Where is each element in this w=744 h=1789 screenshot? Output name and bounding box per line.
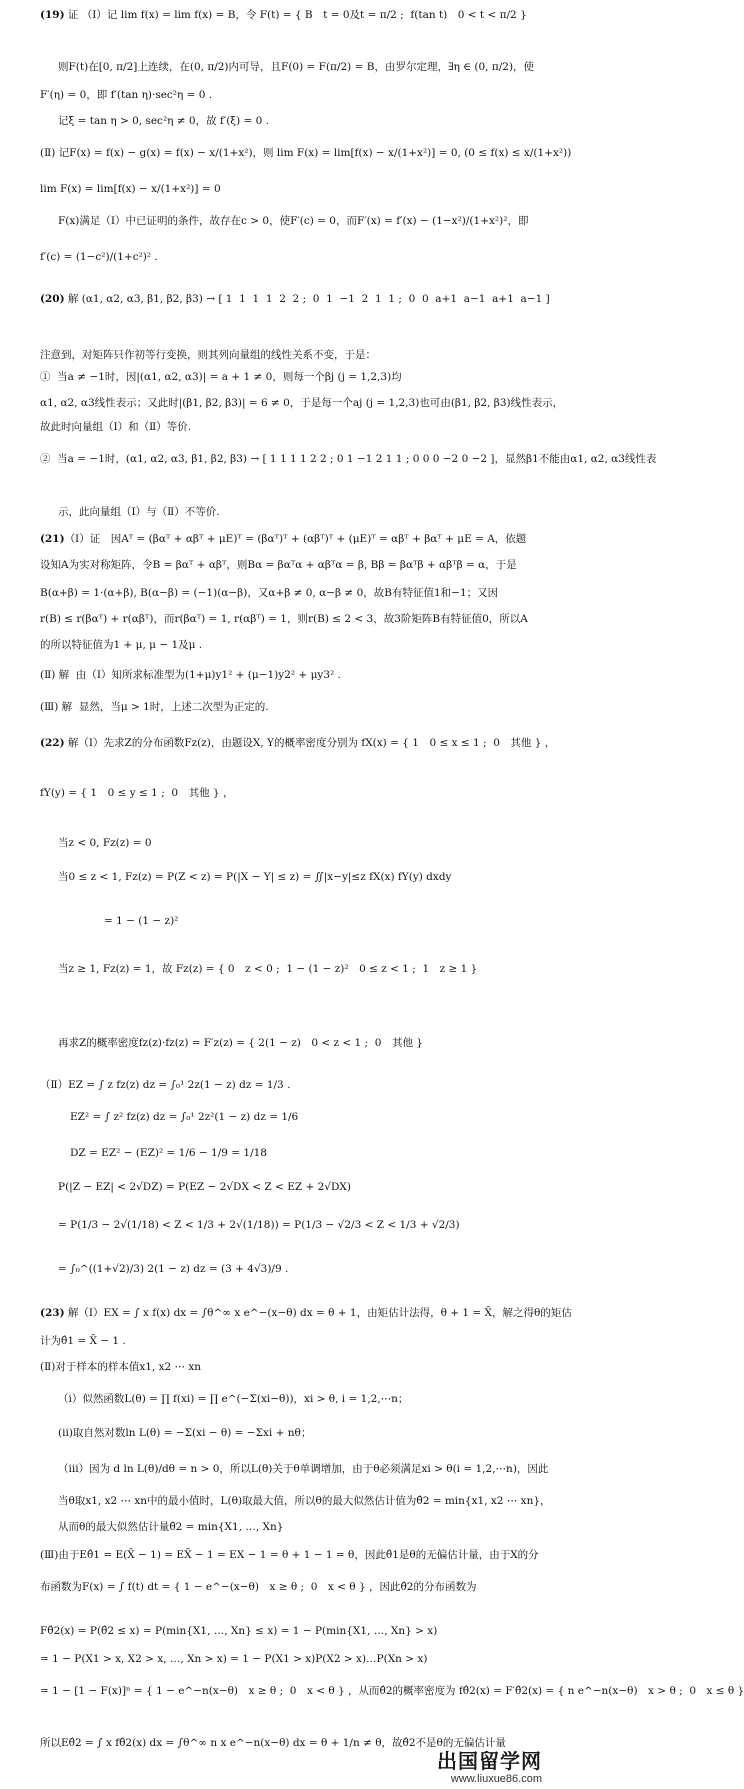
solution-text: 布函数为F(x) = ∫ f(t) dt = { 1 − e^−(x−θ) x ≥ θ ; 0 x < θ } ，因此θ̂2的分布函数为	[40, 1581, 477, 1593]
solution-line	[0, 8, 590, 22]
solution-text: （Ⅰ）证 因Aᵀ = (βαᵀ + αβᵀ + μE)ᵀ = (βαᵀ)ᵀ + (αβᵀ)ᵀ + (μE)ᵀ = αβᵀ + βαᵀ + μE = A，依题	[64, 533, 527, 545]
solution-line	[0, 870, 608, 884]
solution-line	[0, 1262, 608, 1276]
solution-text: B(α+β) = 1·(α+β), B(α−β) = (−1)(α−β)，又α+β ≠ 0, α−β ≠ 0，故B有特征值1和−1；又因	[40, 587, 499, 599]
solution-text: 证 （Ⅰ）记 lim f(x) = lim f(x) = B，令 F(t) = { B t = 0及t = π/2 ; f(tan t) 0 < t < π/2 }	[64, 9, 527, 21]
solution-text: ② 当a = −1时，(α1, α2, α3, β1, β2, β3) → [ 1 1 1 1 2 2 ; 0 1 −1 2 1 1 ; 0 0 0 −2 0 −2 ]，显然β1不能由α1, α2, α3线性表	[40, 453, 657, 465]
solution-line	[0, 786, 590, 800]
solution-line	[0, 836, 608, 850]
solution-text: (Ⅲ)由于Eθ̂1 = E(X̄ − 1) = EX̄ − 1 = EX − 1 = θ + 1 − 1 = θ，因此θ̂1是θ的无偏估计量，由于X的分	[40, 1549, 539, 1561]
solution-text: 当z ≥ 1, Fz(z) = 1，故 Fz(z) = { 0 z < 0 ; 1 − (1 − z)² 0 ≤ z < 1 ; 1 z ≥ 1 }	[58, 963, 478, 975]
solution-line	[0, 638, 590, 652]
solution-text: 设知A为实对称矩阵，令B = βαᵀ + αβᵀ，则Bα = βαᵀα + αβᵀα = β, Bβ = βαᵀβ + αβᵀβ = α，于是	[40, 559, 517, 571]
solution-line	[0, 396, 590, 410]
solution-text: r(B) ≤ r(βαᵀ) + r(αβᵀ)，而r(βαᵀ) = 1, r(αβᵀ) = 1，则r(B) ≤ 2 < 3，故3阶矩阵B有特征值0，所以A	[40, 613, 528, 625]
solution-line	[0, 1036, 608, 1050]
solution-line	[0, 452, 657, 466]
solution-text: 当θ取x1, x2 ⋯ xn中的最小值时，L(θ)取最大值，所以θ的最大似然估计值为θ̂2 = min{x1, x2 ⋯ xn}，	[58, 1495, 551, 1507]
problem-number: (21)	[40, 533, 65, 545]
solution-line	[0, 1392, 608, 1406]
solution-line	[0, 1548, 590, 1562]
solution-text: 解 (α1, α2, α3, β1, β2, β3) → [ 1 1 1 1 2 2 ; 0 1 −1 2 1 1 ; 0 0 a+1 a−1 a+1 a−1 ]	[64, 293, 550, 305]
solution-text: 从而θ的最大似然估计量θ̂2 = min{X1, …, Xn}	[58, 1521, 284, 1533]
solution-text: (Ⅱ) 解 由（Ⅰ）知所求标准型为(1+μ)y1² + (μ−1)y2² + μy3² .	[40, 669, 341, 681]
solution-text: 示，此向量组（Ⅰ）与（Ⅱ）不等价.	[58, 506, 220, 518]
solution-line	[0, 532, 590, 546]
solution-line	[0, 1580, 590, 1594]
solution-line	[0, 914, 654, 928]
solution-text: Fθ̂2(x) = P(θ̂2 ≤ x) = P(min{X1, …, Xn} ≤ x) = 1 − P(min{X1, …, Xn} > x)	[40, 1625, 438, 1637]
solution-line	[0, 586, 590, 600]
problem-number: (20)	[40, 293, 65, 305]
solution-text: 注意到，对矩阵只作初等行变换，则其列向量组的线性关系不变，于是：	[40, 349, 376, 361]
solution-line	[0, 1494, 608, 1508]
solution-text: DZ = EZ² − (EZ)² = 1/6 − 1/9 = 1/18	[70, 1147, 267, 1159]
solution-text: = 1 − [1 − F(x)]ⁿ = { 1 − e^−n(x−θ) x ≥ θ ; 0 x < θ } ，从而θ̂2的概率密度为 fθ̂2(x) = F′θ̂2(x) = { n e^−n(x−θ) x > θ ; 0 x ≤ θ }	[40, 1685, 744, 1697]
solution-text: 则F(t)在[0, π/2]上连续，在(0, π/2)内可导，且F(0) = F(π/2) = B，由罗尔定理，∃η ∈ (0, π/2)，使	[58, 61, 535, 73]
solution-line	[0, 505, 608, 519]
solution-line	[0, 250, 590, 264]
solution-text: 的所以特征值为1 + μ, μ − 1及μ .	[40, 639, 203, 651]
problem-number: (19)	[40, 9, 65, 21]
solution-text: (ii)取自然对数ln L(θ) = −Σ(xi − θ) = −Σxi + nθ；	[58, 1427, 312, 1439]
solution-line	[0, 558, 590, 572]
solution-line	[0, 88, 590, 102]
solution-text: 计为θ̂1 = X̄ − 1 .	[40, 1335, 126, 1347]
solution-line	[0, 962, 608, 976]
solution-line	[0, 1462, 608, 1476]
solution-text: = 1 − (1 − z)²	[104, 915, 179, 927]
solution-text: EZ² = ∫ z² fz(z) dz = ∫₀¹ 2z²(1 − z) dz = 1/6	[70, 1111, 299, 1123]
solution-line	[0, 1736, 590, 1750]
solution-line	[0, 420, 590, 434]
solution-text: F′(η) = 0，即 f′(tan η)·sec²η = 0 .	[40, 89, 213, 101]
solution-line	[0, 1624, 590, 1638]
solution-line	[0, 1684, 744, 1698]
solution-line	[0, 612, 590, 626]
solution-text: ① 当a ≠ −1时，因|(α1, α2, α3)| = a + 1 ≠ 0，则每一个βj (j = 1,2,3)均	[40, 371, 402, 383]
solution-line	[0, 1360, 590, 1374]
problem-number: (23)	[40, 1307, 65, 1319]
solution-line	[0, 700, 590, 714]
solution-text: （iii）因为 d ln L(θ)/dθ = n > 0，所以L(θ)关于θ单调增加，由于θ必须满足xi > θ(i = 1,2,⋯n)，因此	[58, 1463, 549, 1475]
solution-text: （i）似然函数L(θ) = ∏ f(xi) = ∏ e^(−Σ(xi−θ))，xi > θ, i = 1,2,⋯n；	[58, 1393, 409, 1405]
solution-text: 解（Ⅰ）先求Z的分布函数Fz(z)，由题设X, Y的概率密度分别为 fX(x) = { 1 0 ≤ x ≤ 1 ; 0 其他 } ，	[64, 737, 556, 749]
solution-line	[0, 1426, 608, 1440]
solution-line	[0, 1110, 620, 1124]
solution-text: （Ⅱ）EZ = ∫ z fz(z) dz = ∫₀¹ 2z(1 − z) dz = 1/3 .	[40, 1079, 291, 1091]
solution-text: α1, α2, α3线性表示；又此时|(β1, β2, β3)| = 6 ≠ 0，于是每一个aj (j = 1,2,3)也可由(β1, β2, β3)线性表示，	[40, 397, 564, 409]
solution-line	[0, 146, 590, 160]
solution-text: 再求Z的概率密度fz(z)·fz(z) = F′z(z) = { 2(1 − z) 0 < z < 1 ; 0 其他 }	[58, 1037, 423, 1049]
solution-text: 所以Eθ̂2 = ∫ x fθ̂2(x) dx = ∫θ^∞ n x e^−n(x−θ) dx = θ + 1/n ≠ θ，故θ̂2不是θ的无偏估计量	[40, 1737, 506, 1749]
solution-text: fY(y) = { 1 0 ≤ y ≤ 1 ; 0 其他 } ，	[40, 787, 234, 799]
site-watermark[interactable]	[437, 1751, 542, 1785]
solution-line	[0, 60, 608, 74]
solution-line	[0, 348, 590, 362]
solution-line	[0, 1218, 608, 1232]
solution-text: = 1 − P(X1 > x, X2 > x, …, Xn > x) = 1 − P(X1 > x)P(X2 > x)…P(Xn > x)	[40, 1653, 428, 1665]
solution-line	[0, 1078, 590, 1092]
solution-text: f′(c) = (1−c²)/(1+c²)² .	[40, 251, 158, 263]
solution-line	[0, 292, 590, 306]
solution-text: 解（Ⅰ）EX = ∫ x f(x) dx = ∫θ^∞ x e^−(x−θ) dx = θ + 1，由矩估计法得，θ + 1 = X̄，解之得θ的矩估	[64, 1307, 572, 1319]
solution-text: lim F(x) = lim[f(x) − x/(1+x²)] = 0	[40, 183, 221, 195]
solution-text: (Ⅱ)对于样本的样本值x1, x2 ⋯ xn	[40, 1361, 202, 1373]
solution-line	[0, 1180, 608, 1194]
solution-line	[0, 736, 590, 750]
solution-text: (Ⅲ) 解 显然，当μ > 1时，上述二次型为正定的.	[40, 701, 269, 713]
solution-line	[0, 1520, 608, 1534]
solution-text: 当0 ≤ z < 1, Fz(z) = P(Z < z) = P(|X − Y| ≤ z) = ∬|x−y|≤z fX(x) fY(y) dxdy	[58, 871, 452, 883]
solution-line	[0, 1652, 590, 1666]
solution-line	[0, 182, 590, 196]
solution-line	[0, 1306, 590, 1320]
solution-line	[0, 1146, 620, 1160]
solution-text: (Ⅱ) 记F(x) = f(x) − g(x) = f(x) − x/(1+x²)，则 lim F(x) = lim[f(x) − x/(1+x²)] = 0, (0 ≤ f(x) ≤ x/(1+x²))	[40, 147, 572, 159]
watermark-title: 出国留学网	[437, 1750, 542, 1773]
solution-line	[0, 214, 608, 228]
solution-line	[0, 1334, 590, 1348]
solution-line	[0, 668, 590, 682]
watermark-url: www.liuxue86.com	[450, 1772, 542, 1785]
problem-number: (22)	[40, 737, 65, 749]
solution-text: F(x)满足（Ⅰ）中已证明的条件，故存在c > 0，使F′(c) = 0，而F′(x) = f′(x) − (1−x²)/(1+x²)²，即	[58, 215, 529, 227]
solution-text: 记ξ = tan η > 0, sec²η ≠ 0，故 f′(ξ) = 0 .	[58, 115, 270, 127]
solution-text: = ∫₀^((1+√2)/3) 2(1 − z) dz = (3 + 4√3)/9 .	[58, 1263, 289, 1275]
solution-text: P(|Z − EZ| < 2√DZ) = P(EZ − 2√DX < Z < EZ + 2√DX)	[58, 1181, 351, 1193]
solution-text: 故此时向量组（Ⅰ）和（Ⅱ）等价.	[40, 421, 192, 433]
solution-text: = P(1/3 − 2√(1/18) < Z < 1/3 + 2√(1/18)) = P(1/3 − √2/3 < Z < 1/3 + √2/3)	[58, 1219, 460, 1231]
solution-text: 当z < 0, Fz(z) = 0	[58, 837, 152, 849]
solution-line	[0, 114, 608, 128]
solution-line	[0, 370, 590, 384]
